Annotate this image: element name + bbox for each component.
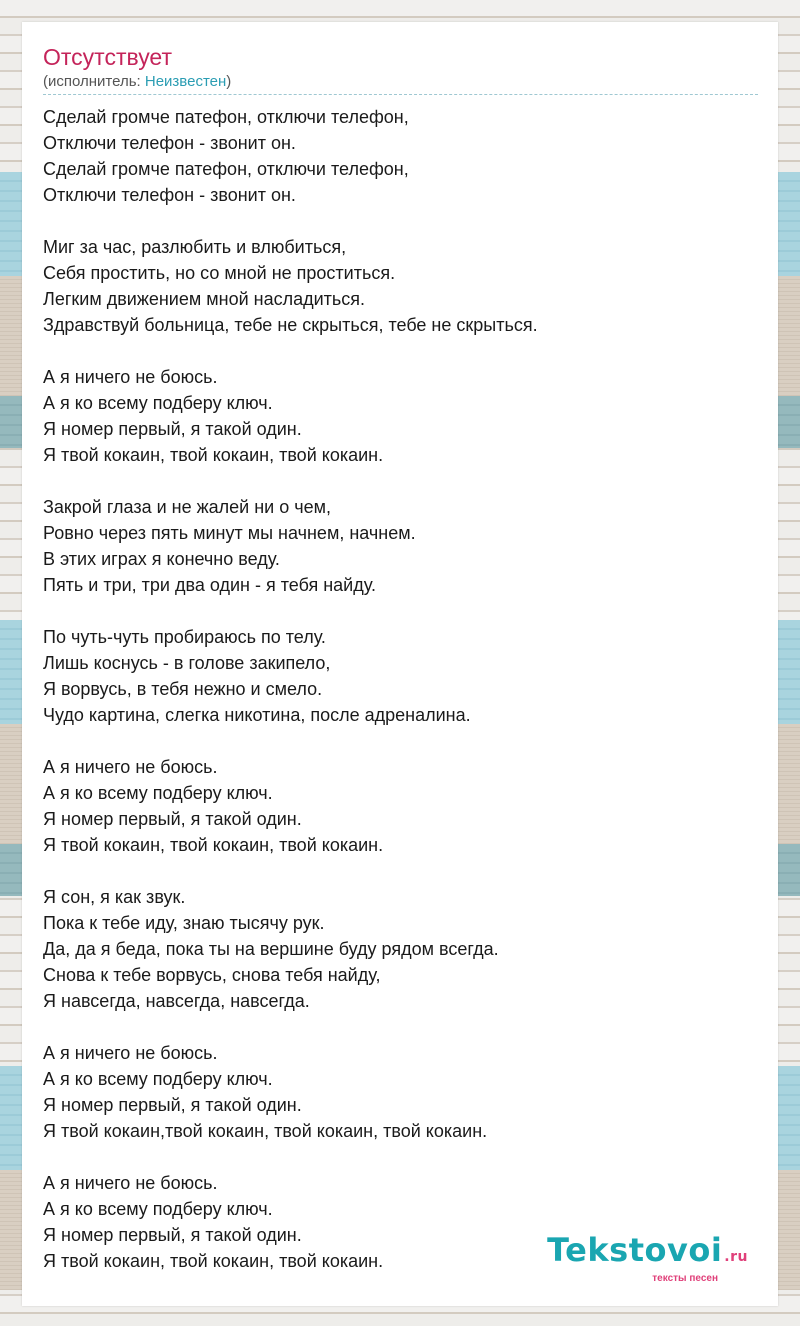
lyric-line: Отключи телефон - звонит он. — [43, 133, 296, 153]
lyric-line: Здравствуй больница, тебе не скрыться, тебе не скрыться. — [43, 315, 538, 335]
lyric-line: А я ко всему подберу ключ. — [43, 1199, 273, 1219]
lyric-line: А я ничего не боюсь. — [43, 1043, 218, 1063]
lyric-line: Лишь коснусь - в голове закипело, — [43, 653, 331, 673]
logo-tld: .ru — [724, 1249, 748, 1265]
lyric-line: Отключи телефон - звонит он. — [43, 185, 296, 205]
lyric-line: Я твой кокаин, твой кокаин, твой кокаин. — [43, 1251, 384, 1271]
lyric-line: Легким движением мной насладиться. — [43, 289, 366, 309]
lyric-line: Ровно через пять минут мы начнем, начнем. — [43, 523, 416, 543]
stanza — [43, 1170, 538, 1274]
lyric-line: А я ничего не боюсь. — [43, 367, 218, 387]
lyric-line: Миг за час, разлюбить и влюбиться, — [43, 237, 347, 257]
stanza — [43, 884, 538, 1014]
lyric-line: Сделай громче патефон, отключи телефон, — [43, 107, 409, 127]
lyric-line: Я номер первый, я такой один. — [43, 419, 302, 439]
artist-link[interactable]: Неизвестен — [144, 73, 227, 90]
lyric-line: Я номер первый, я такой один. — [43, 1225, 302, 1245]
lyric-line: Я ворвусь, в тебя нежно и смело. — [43, 679, 323, 699]
lyric-line: Я твой кокаин,твой кокаин, твой кокаин, твой кокаин. — [43, 1121, 488, 1141]
lyric-line: Пока к тебе иду, знаю тысячу рук. — [43, 913, 325, 933]
lyrics-card — [22, 22, 778, 1306]
stanza — [43, 494, 538, 598]
logo-wordmark — [547, 1233, 748, 1274]
lyric-line: Сделай громче патефон, отключи телефон, — [43, 159, 409, 179]
lyric-line: А я ко всему подберу ключ. — [43, 1069, 273, 1089]
performer-prefix: (исполнитель: — [43, 73, 145, 90]
lyric-line: Я навсегда, навсегда, навсегда. — [43, 991, 310, 1011]
lyric-line: Я номер первый, я такой один. — [43, 1095, 302, 1115]
lyrics-text — [43, 104, 538, 1300]
song-title: Отсутствует — [43, 44, 172, 70]
stanza — [43, 104, 538, 208]
lyric-line: А я ко всему подберу ключ. — [43, 783, 273, 803]
stanza — [43, 364, 538, 468]
stanza — [43, 624, 538, 728]
lyric-line: Я номер первый, я такой один. — [43, 809, 302, 829]
logo-name: Tekstovoi — [547, 1231, 723, 1269]
lyric-line: А я ничего не боюсь. — [43, 757, 218, 777]
lyric-line: В этих играх я конечно веду. — [43, 549, 280, 569]
performer-line — [43, 73, 231, 91]
logo-tagline: тексты песен — [652, 1273, 718, 1284]
performer-suffix: ) — [226, 73, 232, 90]
dotted-divider — [43, 94, 758, 95]
lyric-line: Я сон, я как звук. — [43, 887, 186, 907]
lyric-line: Пять и три, три два один - я тебя найду. — [43, 575, 376, 595]
lyric-line: Закрой глаза и не жалей ни о чем, — [43, 497, 331, 517]
lyric-line: Да, да я беда, пока ты на вершине буду рядом всегда. — [43, 939, 499, 959]
lyric-line: Я твой кокаин, твой кокаин, твой кокаин. — [43, 835, 384, 855]
site-logo[interactable] — [547, 1233, 748, 1284]
lyric-line: По чуть-чуть пробираюсь по телу. — [43, 627, 326, 647]
lyric-line: Себя простить, но со мной не проститься. — [43, 263, 396, 283]
lyric-line: А я ничего не боюсь. — [43, 1173, 218, 1193]
lyric-line: Чудо картина, слегка никотина, после адреналина. — [43, 705, 471, 725]
lyric-line: Я твой кокаин, твой кокаин, твой кокаин. — [43, 445, 384, 465]
stanza — [43, 754, 538, 858]
lyric-line: Снова к тебе ворвусь, снова тебя найду, — [43, 965, 381, 985]
lyric-line: А я ко всему подберу ключ. — [43, 393, 273, 413]
stanza — [43, 1040, 538, 1144]
stanza — [43, 234, 538, 338]
